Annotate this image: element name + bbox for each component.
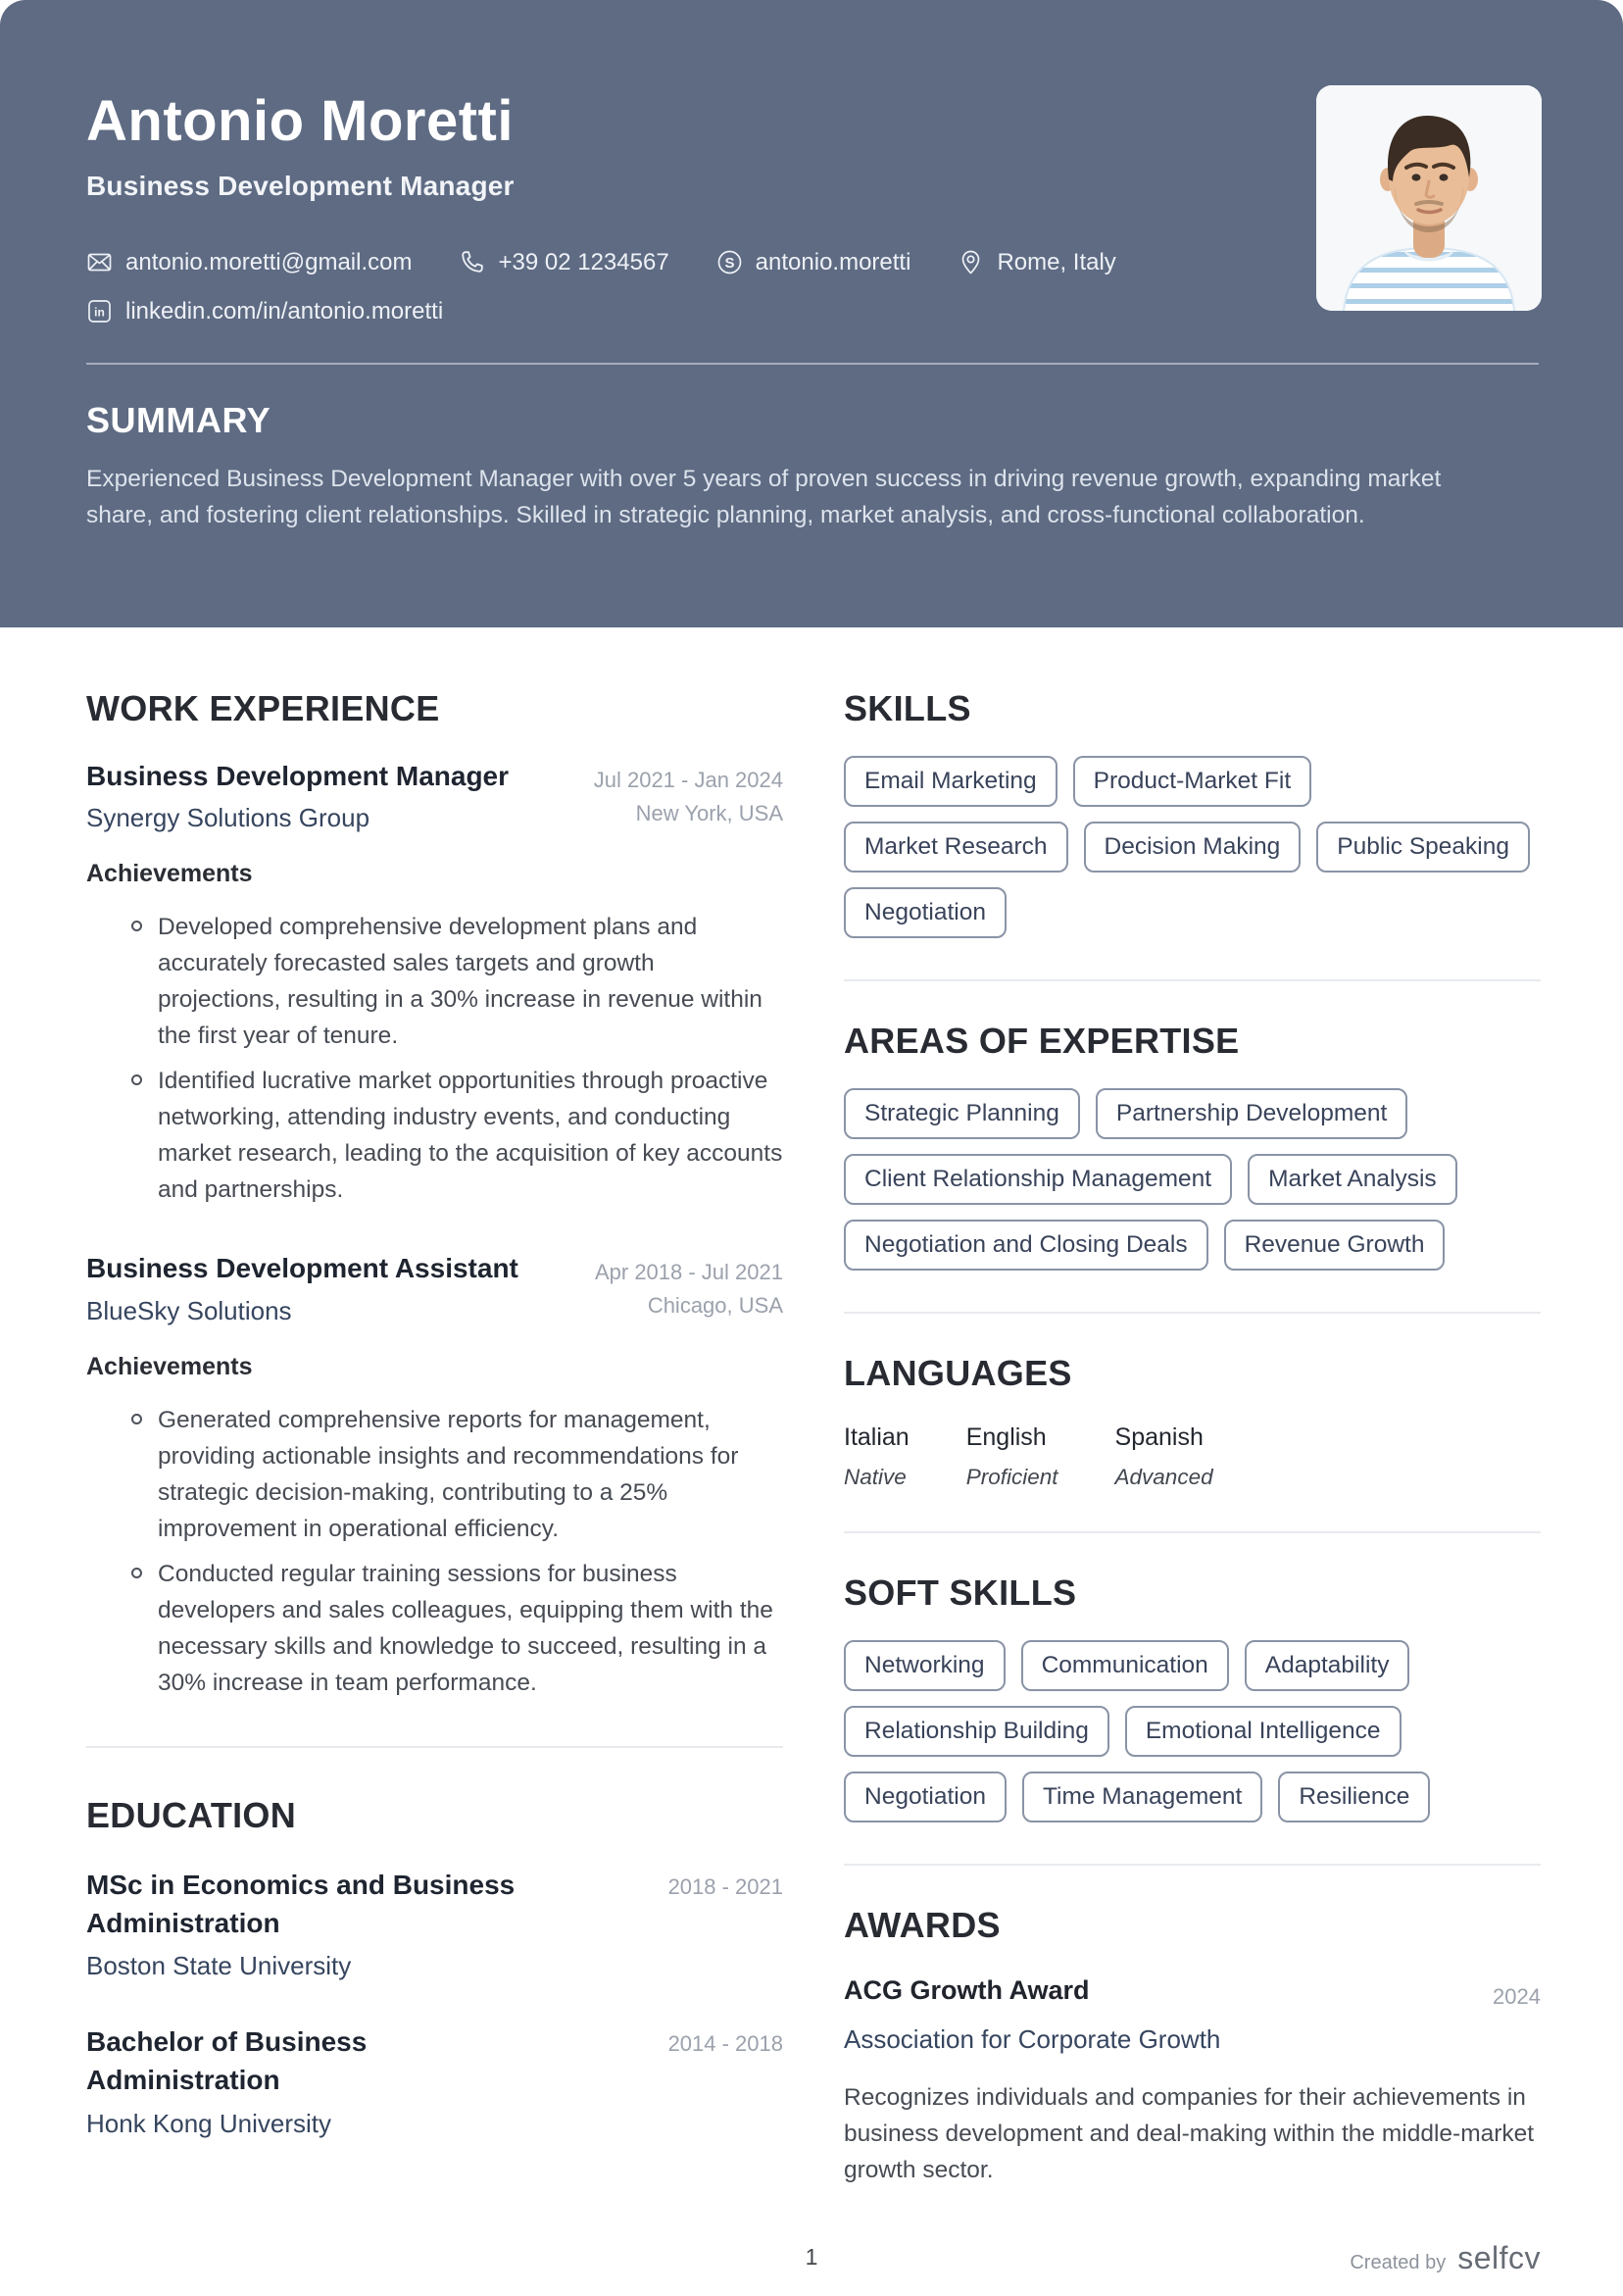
skill-chip: Email Marketing	[844, 756, 1057, 807]
achievement-item	[86, 1063, 783, 1208]
location-icon	[958, 249, 984, 275]
contact-location[interactable]	[958, 249, 1115, 276]
soft-skill-chip: Adaptability	[1245, 1640, 1410, 1691]
svg-text:S: S	[724, 255, 735, 273]
language-entry	[844, 1423, 910, 1490]
achievement-item	[86, 909, 783, 1054]
created-by	[1350, 2240, 1541, 2276]
contact-email-text: antonio.moretti@gmail.com	[125, 248, 413, 275]
achievement-text: Generated comprehensive reports for management, providing actionable insights and recommendations for strategic decision-making, contributing to a 25% improvement in operational efficiency.	[158, 1406, 739, 1542]
job-entry	[86, 1251, 783, 1700]
soft-skill-chip: Networking	[844, 1640, 1006, 1691]
job-dates: Jul 2021 - Jan 2024	[593, 768, 783, 792]
section-divider	[844, 1312, 1541, 1314]
achievements-label: Achievements	[86, 1352, 253, 1380]
achievement-item	[86, 1402, 783, 1547]
degree-title: MSc in Economics and Business Administration	[86, 1869, 516, 1938]
language-level: Advanced	[1114, 1465, 1213, 1489]
svg-text:in: in	[94, 305, 105, 320]
soft-skill-chip: Emotional Intelligence	[1125, 1706, 1402, 1757]
contact-linkedin[interactable]	[86, 298, 443, 325]
header-divider	[86, 363, 1539, 365]
language-name: English	[965, 1423, 1047, 1451]
contact-phone-text: +39 02 1234567	[498, 248, 669, 275]
contact-linkedin-text: linkedin.com/in/antonio.moretti	[125, 297, 444, 324]
section-divider	[86, 1746, 783, 1748]
expertise-chip-list	[844, 1088, 1541, 1271]
summary-text: Experienced Business Development Manager with over 5 years of proven success in driving revenue growth, expanding market share, and fostering client relationships. Skilled in strategic planning, market analysis, and cross-functional collaboration.	[86, 465, 1442, 528]
achievement-item	[86, 1556, 783, 1701]
summary-section-title: SUMMARY	[86, 399, 271, 440]
soft-skill-chip: Communication	[1021, 1640, 1229, 1691]
job-dates: Apr 2018 - Jul 2021	[594, 1260, 783, 1285]
soft-skill-chip: Time Management	[1022, 1772, 1262, 1822]
contact-location-text: Rome, Italy	[997, 248, 1116, 275]
expertise-chip: Negotiation and Closing Deals	[844, 1220, 1208, 1271]
language-entry	[1115, 1423, 1213, 1490]
expertise-chip: Strategic Planning	[844, 1088, 1080, 1139]
language-name: Italian	[844, 1423, 910, 1451]
header	[0, 0, 1623, 627]
contact-phone[interactable]	[459, 249, 668, 276]
skills-section-title: SKILLS	[844, 688, 971, 728]
skill-chip: Decision Making	[1084, 822, 1302, 873]
soft-skills-section-title: SOFT SKILLS	[844, 1572, 1077, 1613]
right-column	[844, 688, 1541, 2188]
expertise-chip: Revenue Growth	[1224, 1220, 1446, 1271]
work-experience-section-title: WORK EXPERIENCE	[86, 688, 440, 728]
job-location: New York, USA	[635, 801, 783, 825]
education-section-title: EDUCATION	[86, 1794, 297, 1835]
soft-skill-chip: Relationship Building	[844, 1706, 1109, 1757]
section-divider	[844, 1864, 1541, 1866]
job-title: Business Development Manager	[86, 761, 510, 791]
achievement-text: Developed comprehensive development plans and accurately forecasted sales targets and growth projections, resulting in a 30% increase in revenue within the first year of tenure.	[158, 914, 762, 1050]
school-name: Boston State University	[86, 1951, 352, 1981]
bullet-icon	[131, 1568, 142, 1578]
award-issuer: Association for Corporate Growth	[844, 2024, 1221, 2054]
language-level: Native	[844, 1465, 907, 1489]
profile-photo	[1316, 85, 1542, 311]
education-years: 2018 - 2021	[667, 1873, 783, 1899]
languages-list	[844, 1423, 1541, 1490]
email-icon	[86, 249, 113, 275]
award-year: 2024	[1493, 1984, 1541, 2009]
education-entry	[86, 1866, 783, 1981]
achievements-list	[86, 909, 783, 1208]
phone-icon	[459, 249, 485, 275]
expertise-chip: Market Analysis	[1248, 1154, 1457, 1205]
section-divider	[844, 1531, 1541, 1533]
expertise-section-title: AREAS OF EXPERTISE	[844, 1021, 1240, 1061]
awards-section-title: AWARDS	[844, 1905, 1001, 1945]
main-content	[0, 627, 1623, 2188]
section-divider	[844, 979, 1541, 981]
person-job-title: Business Development Manager	[86, 170, 515, 201]
achievement-text: Conducted regular training sessions for business developers and sales colleagues, equipping them with the necessary skills and knowledge to succeed, resulting in a 30% increase in team performance.	[158, 1560, 773, 1696]
skype-icon	[716, 249, 743, 275]
skill-chip: Public Speaking	[1316, 822, 1530, 873]
award-entry	[844, 1975, 1541, 2188]
education-years: 2014 - 2018	[667, 2031, 783, 2057]
expertise-chip: Partnership Development	[1096, 1088, 1407, 1139]
bullet-icon	[131, 1414, 142, 1424]
skill-chip: Market Research	[844, 822, 1068, 873]
left-column	[86, 688, 783, 2188]
contact-skype[interactable]	[716, 249, 911, 276]
expertise-chip: Client Relationship Management	[844, 1154, 1232, 1205]
education-entry	[86, 2022, 783, 2138]
achievement-text: Identified lucrative market opportunities through proactive networking, attending industry events, and conducting market research, leading to the acquisition of key accounts and partnerships.	[158, 1068, 783, 1204]
job-location: Chicago, USA	[647, 1293, 783, 1319]
skills-chip-list	[844, 756, 1541, 938]
award-description: Recognizes individuals and companies for their achievements in business development and deal-making within the middle-market growth sector.	[844, 2084, 1535, 2183]
bullet-icon	[131, 921, 142, 931]
linkedin-icon	[86, 298, 113, 324]
achievements-label: Achievements	[86, 860, 253, 888]
bullet-icon	[131, 1074, 142, 1085]
soft-skill-chip: Resilience	[1278, 1772, 1430, 1822]
skill-chip: Product-Market Fit	[1073, 756, 1312, 807]
language-name: Spanish	[1114, 1423, 1204, 1451]
soft-skills-chip-list	[844, 1640, 1541, 1822]
created-by-label: Created by	[1350, 2252, 1447, 2273]
job-entry	[86, 759, 783, 1208]
job-company: BlueSky Solutions	[86, 1295, 292, 1325]
selfcv-logo[interactable]: selfcv	[1457, 2240, 1541, 2275]
achievements-list	[86, 1402, 783, 1701]
degree-title: Bachelor of Business Administration	[86, 2026, 368, 2096]
contact-skype-text: antonio.moretti	[755, 248, 911, 275]
languages-section-title: LANGUAGES	[844, 1353, 1072, 1393]
language-entry	[966, 1423, 1058, 1490]
contact-email[interactable]	[86, 249, 412, 276]
job-title: Business Development Assistant	[86, 1253, 518, 1284]
page-number: 1	[805, 2244, 818, 2270]
language-level: Proficient	[965, 1465, 1058, 1489]
school-name: Honk Kong University	[86, 2108, 331, 2138]
skill-chip: Negotiation	[844, 887, 1007, 938]
soft-skill-chip: Negotiation	[844, 1772, 1007, 1822]
person-name: Antonio Moretti	[86, 89, 514, 153]
profile-photo-illustration	[1316, 85, 1542, 311]
award-title: ACG Growth Award	[844, 1975, 1090, 2005]
job-company: Synergy Solutions Group	[86, 803, 370, 833]
